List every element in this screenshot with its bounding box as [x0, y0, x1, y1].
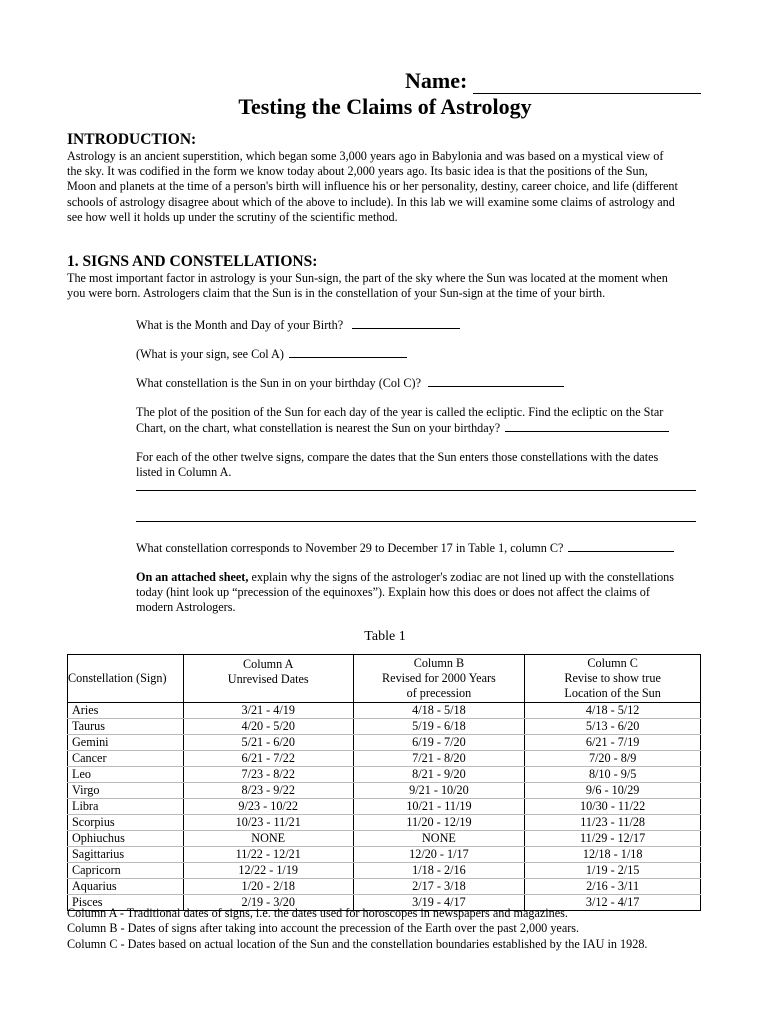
table-row	[68, 719, 701, 735]
cell-col-b: NONE	[353, 831, 525, 847]
header-constellation: Constellation (Sign)	[68, 655, 184, 703]
header-a-line: Column A	[242, 656, 294, 671]
table-row	[68, 783, 701, 799]
attached-line2: today (hint look up “precession of the equinoxes”). Explain how this does or does not affect the claims of	[136, 585, 650, 600]
cell-col-c: 12/18 - 1/18	[525, 847, 701, 863]
cell-sign: Gemini	[68, 735, 184, 751]
cell-sign: Libra	[68, 799, 184, 815]
table-row	[68, 863, 701, 879]
cell-col-b: 2/17 - 3/18	[353, 879, 525, 895]
name-blank[interactable]	[473, 73, 701, 94]
question-constellation-text: What constellation is the Sun in on your birthday (Col C)?	[136, 376, 422, 390]
cell-col-a: 5/21 - 6/20	[183, 735, 353, 751]
cell-col-b: 10/21 - 11/19	[353, 799, 525, 815]
cell-col-c: 11/23 - 11/28	[525, 815, 701, 831]
answer-november-blank[interactable]	[568, 540, 674, 552]
header-c-line: Revise to show true	[564, 671, 661, 685]
table-note: Column B - Dates of signs after taking into account the precession of the Earth over the past 2,000 years.	[67, 921, 580, 936]
cell-col-c: 4/18 - 5/12	[525, 703, 701, 719]
cell-col-b: 1/18 - 2/16	[353, 863, 525, 879]
cell-col-b: 6/19 - 7/20	[353, 735, 525, 751]
cell-col-c: 9/6 - 10/29	[525, 783, 701, 799]
section1-line: The most important factor in astrology is your Sun-sign, the part of the sky where the Sun was located at the moment when	[67, 271, 668, 285]
table-note: Column C - Dates based on actual location of the Sun and the constellation boundaries established by the IAU in 1928.	[67, 936, 648, 951]
question-compare	[136, 450, 706, 480]
cell-sign: Aquarius	[68, 879, 184, 895]
header-b-line: Column B	[413, 656, 465, 670]
intro-line: see how well it holds up under the scrutiny of the scientific method.	[67, 209, 398, 224]
cell-sign: Aries	[68, 703, 184, 719]
table-note: Column A - Traditional dates of signs, i.e. the dates used for horoscopes in newspapers and magazines.	[67, 906, 568, 920]
cell-col-c: 7/20 - 8/9	[525, 751, 701, 767]
cell-col-b: 5/19 - 6/18	[353, 719, 525, 735]
cell-col-a: 6/21 - 7/22	[183, 751, 353, 767]
attached-line1: explain why the signs of the astrologer's zodiac are not lined up with the constellations	[248, 570, 675, 584]
cell-sign: Virgo	[68, 783, 184, 799]
table-row	[68, 703, 701, 719]
cell-col-a: 2/19 - 3/20	[183, 895, 353, 911]
cell-col-b: 11/20 - 12/19	[353, 815, 525, 831]
attached-line3: modern Astrologers.	[136, 600, 236, 615]
cell-col-c: 5/13 - 6/20	[525, 719, 701, 735]
cell-col-a: 11/22 - 12/21	[183, 847, 353, 863]
answer-birth-blank[interactable]	[352, 317, 460, 329]
cell-sign: Pisces	[68, 895, 184, 911]
header-b-line: of precession	[406, 686, 472, 700]
name-field	[405, 68, 701, 94]
answer-sign-blank[interactable]	[289, 346, 407, 358]
cell-col-a: 3/21 - 4/19	[183, 703, 353, 719]
attached-sheet-instructions	[136, 570, 706, 616]
header-c-line: Location of the Sun	[564, 686, 661, 700]
cell-col-b: 3/19 - 4/17	[353, 895, 525, 911]
page-title: Testing the Claims of Astrology	[238, 94, 532, 119]
cell-col-c: 3/12 - 4/17	[525, 895, 701, 911]
table-row	[68, 735, 701, 751]
header-b-line: Revised for 2000 Years	[382, 671, 496, 685]
cell-col-a: 8/23 - 9/22	[183, 783, 353, 799]
table-row	[68, 831, 701, 847]
cell-sign: Cancer	[68, 751, 184, 767]
attached-sheet-bold: On an attached sheet,	[136, 570, 249, 584]
answer-ecliptic-blank[interactable]	[505, 420, 669, 432]
cell-col-a: 4/20 - 5/20	[183, 719, 353, 735]
table-row	[68, 815, 701, 831]
question-ecliptic	[136, 405, 706, 436]
cell-col-c: 2/16 - 3/11	[525, 879, 701, 895]
cell-sign: Ophiuchus	[68, 831, 184, 847]
cell-col-b: 7/21 - 8/20	[353, 751, 525, 767]
zodiac-table	[67, 654, 701, 911]
cell-col-b: 12/20 - 1/17	[353, 847, 525, 863]
cell-col-b: 4/18 - 5/18	[353, 703, 525, 719]
cell-col-b: 9/21 - 10/20	[353, 783, 525, 799]
cell-sign: Taurus	[68, 719, 184, 735]
cell-sign: Scorpius	[68, 815, 184, 831]
cell-col-c: 6/21 - 7/19	[525, 735, 701, 751]
table-row	[68, 879, 701, 895]
table-row	[68, 799, 701, 815]
name-label: Name:	[405, 68, 468, 93]
cell-col-a: NONE	[183, 831, 353, 847]
table-row	[68, 847, 701, 863]
cell-col-b: 8/21 - 9/20	[353, 767, 525, 783]
cell-col-c: 10/30 - 11/22	[525, 799, 701, 815]
cell-col-c: 1/19 - 2/15	[525, 863, 701, 879]
intro-line: schools of astrology disagree about which of the above to include). In this lab we will examine some claims of astrology and	[67, 194, 675, 209]
section1-heading: 1. SIGNS AND CONSTELLATIONS:	[67, 253, 318, 270]
table-header-row	[68, 655, 701, 703]
header-column-b	[353, 655, 525, 703]
cell-col-a: 1/20 - 2/18	[183, 879, 353, 895]
cell-col-a: 9/23 - 10/22	[183, 799, 353, 815]
answer-compare-line[interactable]	[136, 490, 696, 491]
intro-line: Moon and planets at the time of a person's birth will influence his or her personality, destiny, career choice, and life (different	[67, 179, 678, 194]
header-column-c	[525, 655, 701, 703]
question-november	[136, 540, 706, 556]
header-c-line: Column C	[587, 656, 638, 670]
cell-col-c: 8/10 - 9/5	[525, 767, 701, 783]
question-ecliptic-line2	[136, 420, 706, 436]
intro-paragraph	[67, 149, 707, 225]
intro-line: Astrology is an ancient superstition, which began some 3,000 years ago in Babylonia and was based on a mystical view of	[67, 149, 664, 163]
section1-paragraph	[67, 271, 707, 301]
table-row	[68, 767, 701, 783]
section1-line: you were born. Astrologers claim that the Sun is in the constellation of your Sun-sign at the time of your birth.	[67, 286, 606, 301]
answer-constellation-blank[interactable]	[428, 375, 564, 387]
header-column-a	[183, 655, 353, 703]
question-ecliptic-line1: The plot of the position of the Sun for each day of the year is called the ecliptic. Find the ecliptic on the Star	[136, 405, 664, 419]
answer-compare-line[interactable]	[136, 521, 696, 522]
table-row	[68, 751, 701, 767]
intro-heading: INTRODUCTION:	[67, 131, 197, 148]
intro-line: the sky. It was codified in the form we know today about 2,000 years ago. Its basic idea is that the positions of the Sun,	[67, 164, 648, 179]
cell-sign: Sagittarius	[68, 847, 184, 863]
question-compare-line2: listed in Column A.	[136, 465, 232, 480]
cell-sign: Leo	[68, 767, 184, 783]
table-title: Table 1	[364, 629, 406, 644]
question-sign-text: (What is your sign, see Col A)	[136, 347, 284, 361]
cell-col-a: 10/23 - 11/21	[183, 815, 353, 831]
question-november-text: What constellation corresponds to November 29 to December 17 in Table 1, column C?	[136, 541, 564, 555]
cell-col-a: 7/23 - 8/22	[183, 767, 353, 783]
question-sign	[136, 346, 706, 362]
cell-col-c: 11/29 - 12/17	[525, 831, 701, 847]
question-birth-text: What is the Month and Day of your Birth?	[136, 318, 344, 332]
table-notes	[67, 906, 647, 952]
cell-col-a: 12/22 - 1/19	[183, 863, 353, 879]
question-constellation	[136, 375, 706, 391]
question-compare-line1: For each of the other twelve signs, compare the dates that the Sun enters those constellations with the dates	[136, 450, 659, 464]
header-a-line: Unrevised Dates	[227, 671, 309, 686]
question-birth	[136, 317, 706, 333]
question-ecliptic-line2-text: Chart, on the chart, what constellation is nearest the Sun on your birthday?	[136, 421, 501, 436]
cell-sign: Capricorn	[68, 863, 184, 879]
